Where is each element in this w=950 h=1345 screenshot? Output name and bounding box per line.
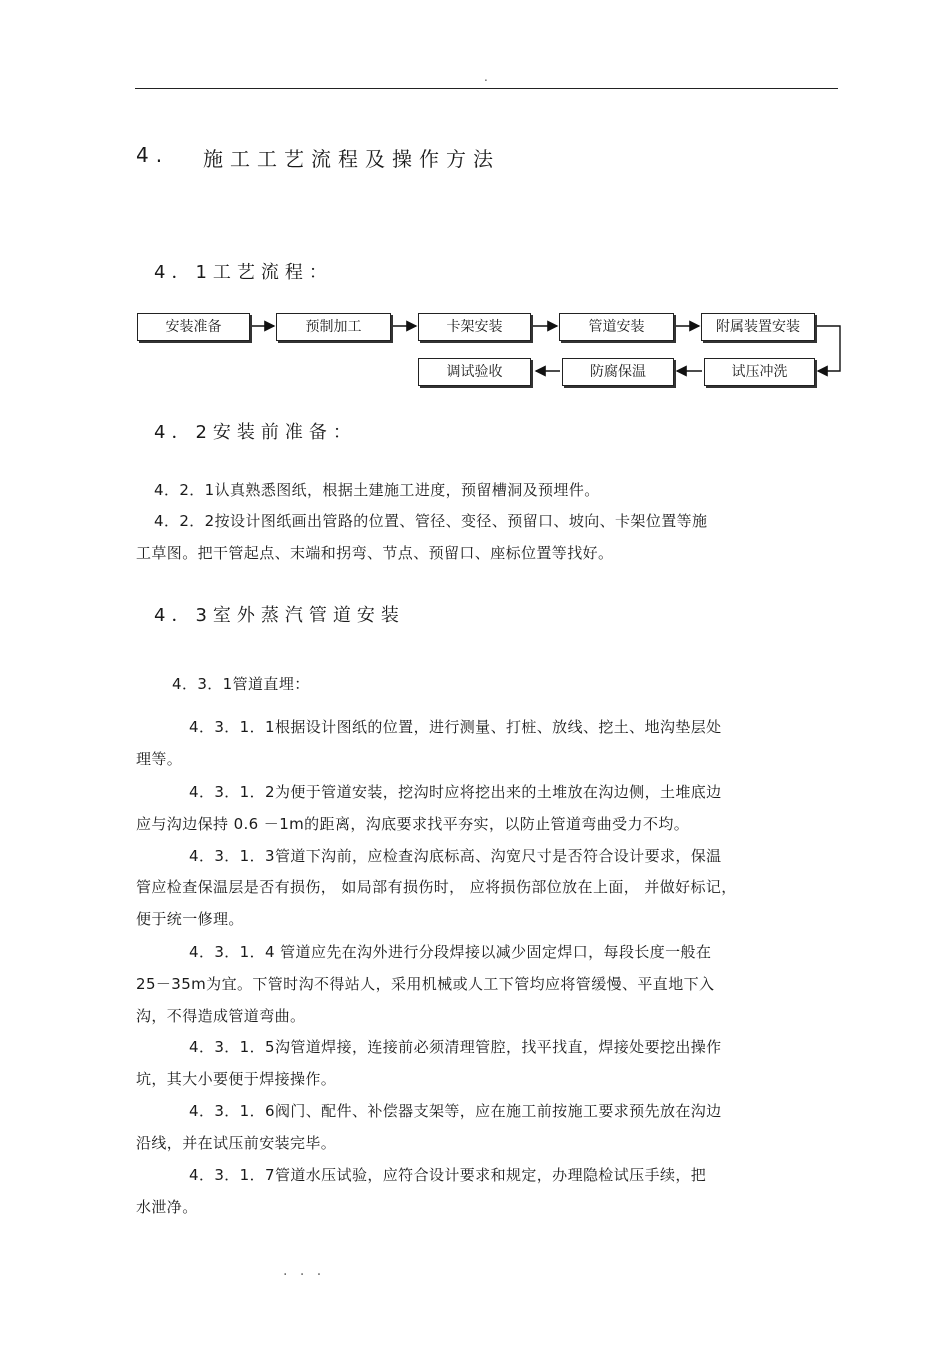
para-4-3-1-3-line2: 管应检查保温层是否有损伤， 如局部有损伤时， 应将损伤部位放在上面， 并做好标记，	[136, 878, 737, 896]
para-4-2-1: 4．2．1认真熟悉图纸，根据土建施工进度，预留槽洞及预埋件。	[154, 481, 600, 499]
section-4-number: 4.	[136, 143, 170, 167]
para-4-3-1-2-line1: 4．3．1．2为便于管道安装，挖沟时应将挖出来的土堆放在沟边侧，土堆底边	[189, 783, 722, 801]
para-4-3-1-4-line3: 沟，不得造成管道弯曲。	[136, 1007, 306, 1025]
flow-step-commissioning: 调试验收	[418, 358, 531, 386]
para-4-3-1-3-line3: 便于统一修理。	[136, 910, 244, 928]
para-4-2-2-line1: 4．2．2按设计图纸画出管路的位置、管径、变径、预留口、坡向、卡架位置等施	[154, 512, 708, 530]
flow-step-pressure-flush: 试压冲洗	[704, 358, 815, 386]
para-4-2-2-line2: 工草图。把干管起点、末端和拐弯、节点、预留口、座标位置等找好。	[136, 544, 614, 562]
flow-step-anticorrosion: 防腐保温	[562, 358, 674, 386]
para-4-3-1-2-line2: 应与沟边保持 0.6 －1m的距离，沟底要求找平夯实，以防止管道弯曲受力不均。	[136, 815, 690, 833]
para-4-3-1-7-line1: 4．3．1．7管道水压试验，应符合设计要求和规定，办理隐检试压手续，把	[189, 1166, 707, 1184]
section-4-title: 施工工艺流程及操作方法	[203, 147, 500, 171]
para-4-3-1-4-line1: 4．3．1．4 管道应先在沟外进行分段焊接以减少固定焊口，每段长度一般在	[189, 943, 712, 961]
para-4-3-1-7-line2: 水泄净。	[136, 1198, 198, 1216]
para-4-3-1-6-line1: 4．3．1．6阀门、配件、补偿器支架等，应在施工前按施工要求预先放在沟边	[189, 1102, 722, 1120]
para-4-3-1-1-line1: 4．3．1．1根据设计图纸的位置，进行测量、打桩、放线、挖土、地沟垫层处	[189, 718, 722, 736]
flow-step-prefab: 预制加工	[276, 313, 391, 341]
footer-mark: . . .	[283, 1263, 326, 1279]
flow-step-bracket-install: 卡架安装	[418, 313, 531, 341]
para-4-3-1-5-line2: 坑，其大小要便于焊接操作。	[136, 1070, 337, 1088]
para-4-3-1-4-line2: 25－35m为宜。下管时沟不得站人，采用机械或人工下管均应将管缓慢、平直地下入	[136, 975, 715, 993]
para-4-3-1-5-line1: 4．3．1．5沟管道焊接，连接前必须清理管腔，找平找直，焊接处要挖出操作	[189, 1038, 722, 1056]
flow-step-pipe-install: 管道安装	[559, 313, 674, 341]
section-4-3-heading: 4．3室外蒸汽管道安装	[154, 605, 405, 626]
flow-step-accessory-install: 附属装置安装	[701, 313, 815, 341]
section-4-1-heading: 4．1工艺流程：	[154, 262, 333, 283]
header-mark: .	[484, 70, 488, 84]
arrow-5-to-row2	[815, 326, 840, 371]
para-4-3-1-3-line1: 4．3．1．3管道下沟前，应检查沟底标高、沟宽尺寸是否符合设计要求，保温	[189, 847, 722, 865]
para-4-3-1-6-line2: 沿线，并在试压前安装完毕。	[136, 1134, 337, 1152]
para-4-3-1-1-line2: 理等。	[136, 750, 183, 768]
flow-step-install-prep: 安装准备	[137, 313, 250, 341]
section-4-2-heading: 4．2安装前准备：	[154, 422, 357, 443]
subsection-4-3-1: 4．3．1管道直埋：	[172, 675, 310, 693]
